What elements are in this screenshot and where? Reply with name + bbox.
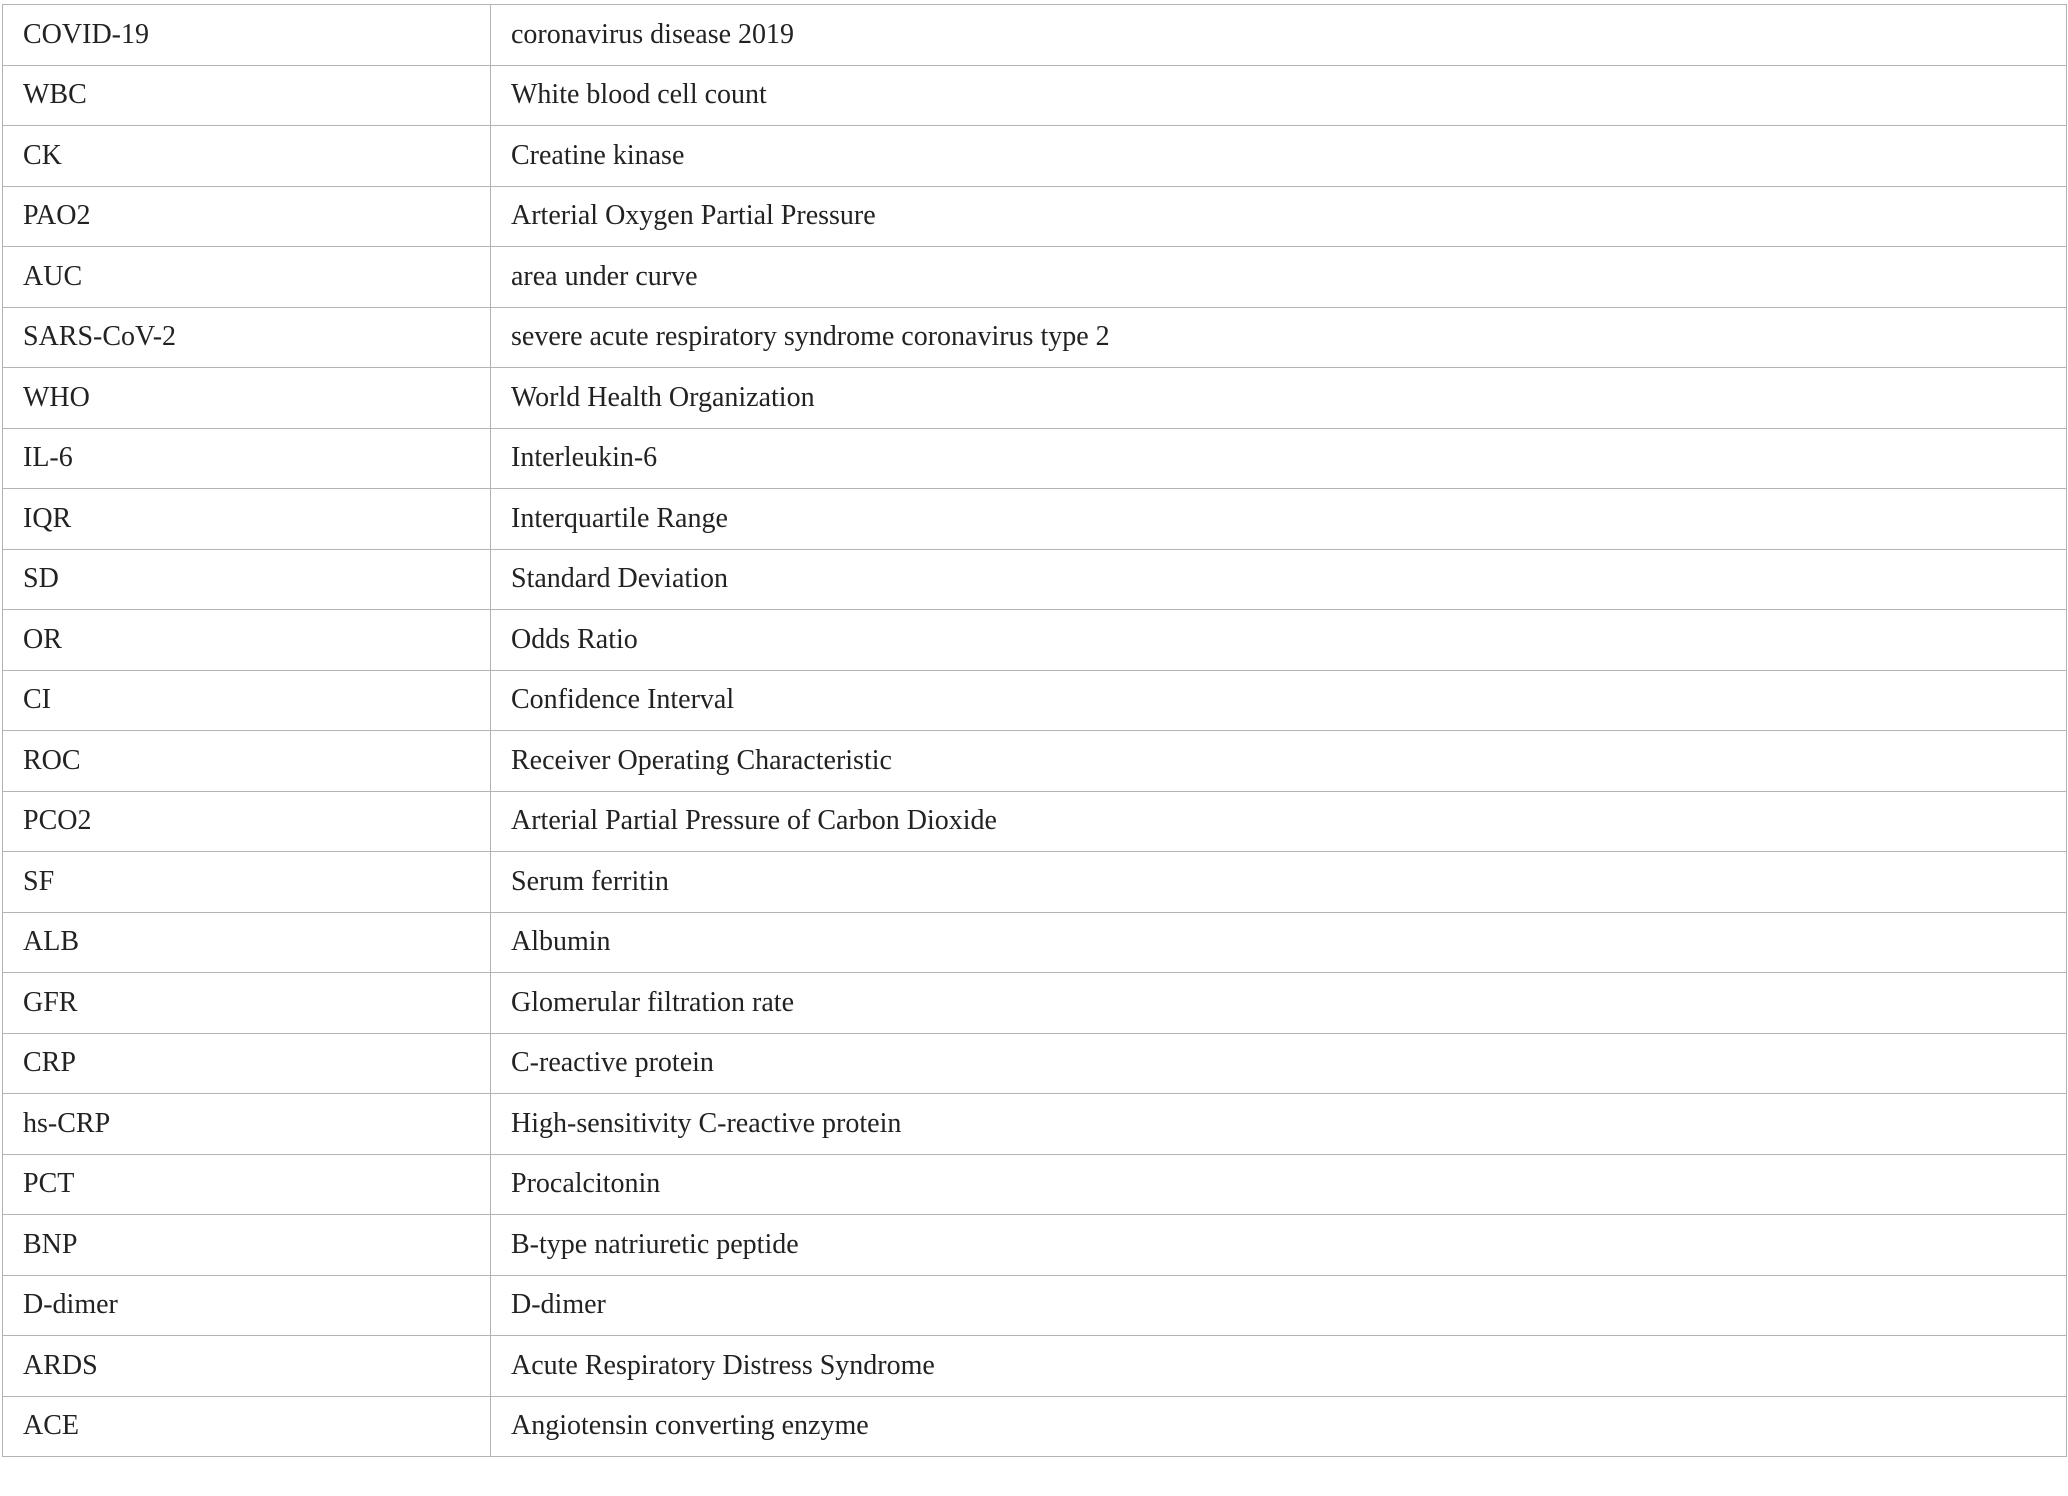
definition-cell: C-reactive protein bbox=[491, 1033, 2067, 1094]
abbreviation-cell: AUC bbox=[3, 247, 491, 308]
table-row bbox=[3, 489, 2067, 550]
table-row bbox=[3, 1094, 2067, 1155]
abbreviation-cell: SD bbox=[3, 549, 491, 610]
abbreviation-cell: CRP bbox=[3, 1033, 491, 1094]
definition-cell: White blood cell count bbox=[491, 65, 2067, 126]
table-row bbox=[3, 791, 2067, 852]
definition-cell: Odds Ratio bbox=[491, 610, 2067, 671]
abbreviation-cell: BNP bbox=[3, 1215, 491, 1276]
abbreviation-cell: OR bbox=[3, 610, 491, 671]
table-row bbox=[3, 852, 2067, 913]
definition-cell: B-type natriuretic peptide bbox=[491, 1215, 2067, 1276]
abbreviation-cell: SF bbox=[3, 852, 491, 913]
abbreviation-cell: CI bbox=[3, 670, 491, 731]
abbreviation-cell: IQR bbox=[3, 489, 491, 550]
abbreviations-table-body bbox=[3, 5, 2067, 1457]
table-row bbox=[3, 1154, 2067, 1215]
definition-cell: Albumin bbox=[491, 912, 2067, 973]
table-row bbox=[3, 610, 2067, 671]
abbreviation-cell: hs-CRP bbox=[3, 1094, 491, 1155]
definition-cell: Standard Deviation bbox=[491, 549, 2067, 610]
table-row bbox=[3, 126, 2067, 187]
abbreviation-cell: PAO2 bbox=[3, 186, 491, 247]
table-row bbox=[3, 1215, 2067, 1276]
abbreviation-cell: CK bbox=[3, 126, 491, 187]
abbreviation-cell: PCT bbox=[3, 1154, 491, 1215]
definition-cell: Interleukin-6 bbox=[491, 428, 2067, 489]
table-row bbox=[3, 912, 2067, 973]
definition-cell: Serum ferritin bbox=[491, 852, 2067, 913]
table-row bbox=[3, 428, 2067, 489]
table-row bbox=[3, 247, 2067, 308]
table-row bbox=[3, 368, 2067, 429]
table-row bbox=[3, 186, 2067, 247]
definition-cell: Procalcitonin bbox=[491, 1154, 2067, 1215]
abbreviation-cell: ROC bbox=[3, 731, 491, 792]
definition-cell: Angiotensin converting enzyme bbox=[491, 1396, 2067, 1457]
definition-cell: coronavirus disease 2019 bbox=[491, 5, 2067, 66]
abbreviation-cell: PCO2 bbox=[3, 791, 491, 852]
table-row bbox=[3, 973, 2067, 1034]
table-row bbox=[3, 1275, 2067, 1336]
abbreviation-cell: GFR bbox=[3, 973, 491, 1034]
table-row bbox=[3, 549, 2067, 610]
abbreviation-cell: SARS-CoV-2 bbox=[3, 307, 491, 368]
definition-cell: Acute Respiratory Distress Syndrome bbox=[491, 1336, 2067, 1397]
definition-cell: Interquartile Range bbox=[491, 489, 2067, 550]
abbreviation-cell: IL-6 bbox=[3, 428, 491, 489]
definition-cell: Confidence Interval bbox=[491, 670, 2067, 731]
definition-cell: World Health Organization bbox=[491, 368, 2067, 429]
abbreviations-table bbox=[2, 4, 2067, 1457]
abbreviation-cell: D-dimer bbox=[3, 1275, 491, 1336]
definition-cell: Arterial Oxygen Partial Pressure bbox=[491, 186, 2067, 247]
table-row bbox=[3, 5, 2067, 66]
definition-cell: area under curve bbox=[491, 247, 2067, 308]
definition-cell: Arterial Partial Pressure of Carbon Dioxide bbox=[491, 791, 2067, 852]
definition-cell: D-dimer bbox=[491, 1275, 2067, 1336]
abbreviation-cell: COVID-19 bbox=[3, 5, 491, 66]
table-row bbox=[3, 670, 2067, 731]
definition-cell: Glomerular filtration rate bbox=[491, 973, 2067, 1034]
abbreviation-cell: WBC bbox=[3, 65, 491, 126]
abbreviation-cell: ALB bbox=[3, 912, 491, 973]
table-row bbox=[3, 1396, 2067, 1457]
definition-cell: severe acute respiratory syndrome coronavirus type 2 bbox=[491, 307, 2067, 368]
table-row bbox=[3, 1336, 2067, 1397]
abbreviation-cell: ACE bbox=[3, 1396, 491, 1457]
table-row bbox=[3, 65, 2067, 126]
table-row bbox=[3, 731, 2067, 792]
table-row bbox=[3, 307, 2067, 368]
abbreviation-cell: ARDS bbox=[3, 1336, 491, 1397]
definition-cell: Creatine kinase bbox=[491, 126, 2067, 187]
definition-cell: High-sensitivity C-reactive protein bbox=[491, 1094, 2067, 1155]
table-row bbox=[3, 1033, 2067, 1094]
abbreviation-cell: WHO bbox=[3, 368, 491, 429]
definition-cell: Receiver Operating Characteristic bbox=[491, 731, 2067, 792]
